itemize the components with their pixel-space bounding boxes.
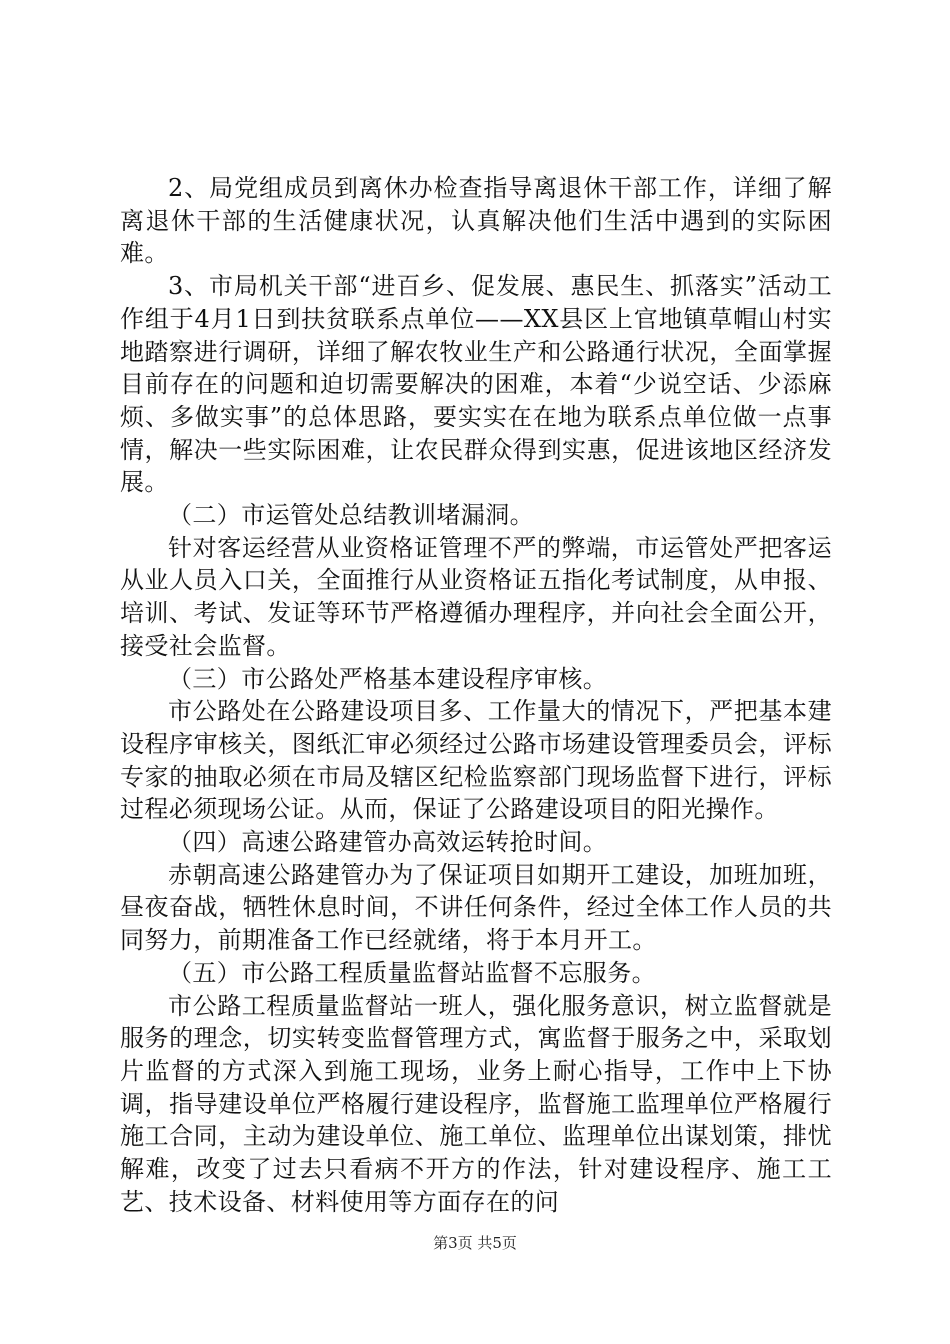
paragraph-quality-station: 市公路工程质量监督站一班人，强化服务意识，树立监督就是服务的理念，切实转变监督管理方式，寓监督于服务之中，采取划片监督的方式深入到施工现场，业务上耐心指导，工作中上下协调，指导建设单位严格履行建设程序，监督施工监理单位严格履行施工合同，主动为建设单位、施工单位、监理单位出谋划策，排忧解难，改变了过去只看病不开方的作法，针对建设程序、施工工艺、技术设备、材料使用等方面存在的问 [120,991,832,1216]
section-heading-2: （二）市运管处总结教训堵漏洞。 [168,501,534,530]
paragraph-item-2: 2、局党组成员到离休办检查指导离退休干部工作，详细了解离退休干部的生活健康状况，认真解决他们生活中遇到的实际困难。 [120,174,832,268]
document-body [120,172,832,1219]
paragraph-item-3: 3、市局机关干部“进百乡、促发展、惠民生、抓落实”活动工作组于4月1日到扶贫联系点单位——XX县区上官地镇草帽山村实地踏察进行调研，详细了解农牧业生产和公路通行状况，全面掌握目前存在的问题和迫切需要解决的困难，本着“少说空话、少添麻烦、多做实事”的总体思路，要实实在在地为联系点单位做一点事情，解决一些实际困难，让农民群众得到实惠，促进该地区经济发展。 [120,272,832,497]
paragraph-transport: 针对客运经营从业资格证管理不严的弊端，市运管处严把客运从业人员入口关，全面推行从业资格证五指化考试制度，从申报、培训、考试、发证等环节严格遵循办理程序，并向社会全面公开，接受社会监督。 [120,533,832,660]
paragraph-highway-office: 市公路处在公路建设项目多、工作量大的情况下，严把基本建设程序审核关，图纸汇审必须经过公路市场建设管理委员会，评标专家的抽取必须在市局及辖区纪检监察部门现场监督下进行，评标过程必须现场公证。从而，保证了公路建设项目的阳光操作。 [120,697,832,824]
section-heading-4: （四）高速公路建管办高效运转抢时间。 [168,828,608,857]
section-heading-5: （五）市公路工程质量监督站监督不忘服务。 [168,958,656,987]
page-number-footer: 第3页 共5页 [433,1234,517,1252]
section-heading-3: （三）市公路处严格基本建设程序审核。 [168,664,608,693]
paragraph-expressway: 赤朝高速公路建管办为了保证项目如期开工建设，加班加班，昼夜奋战，牺牲休息时间，不讲任何条件，经过全体工作人员的共同努力，前期准备工作已经就绪，将于本月开工。 [120,860,832,955]
